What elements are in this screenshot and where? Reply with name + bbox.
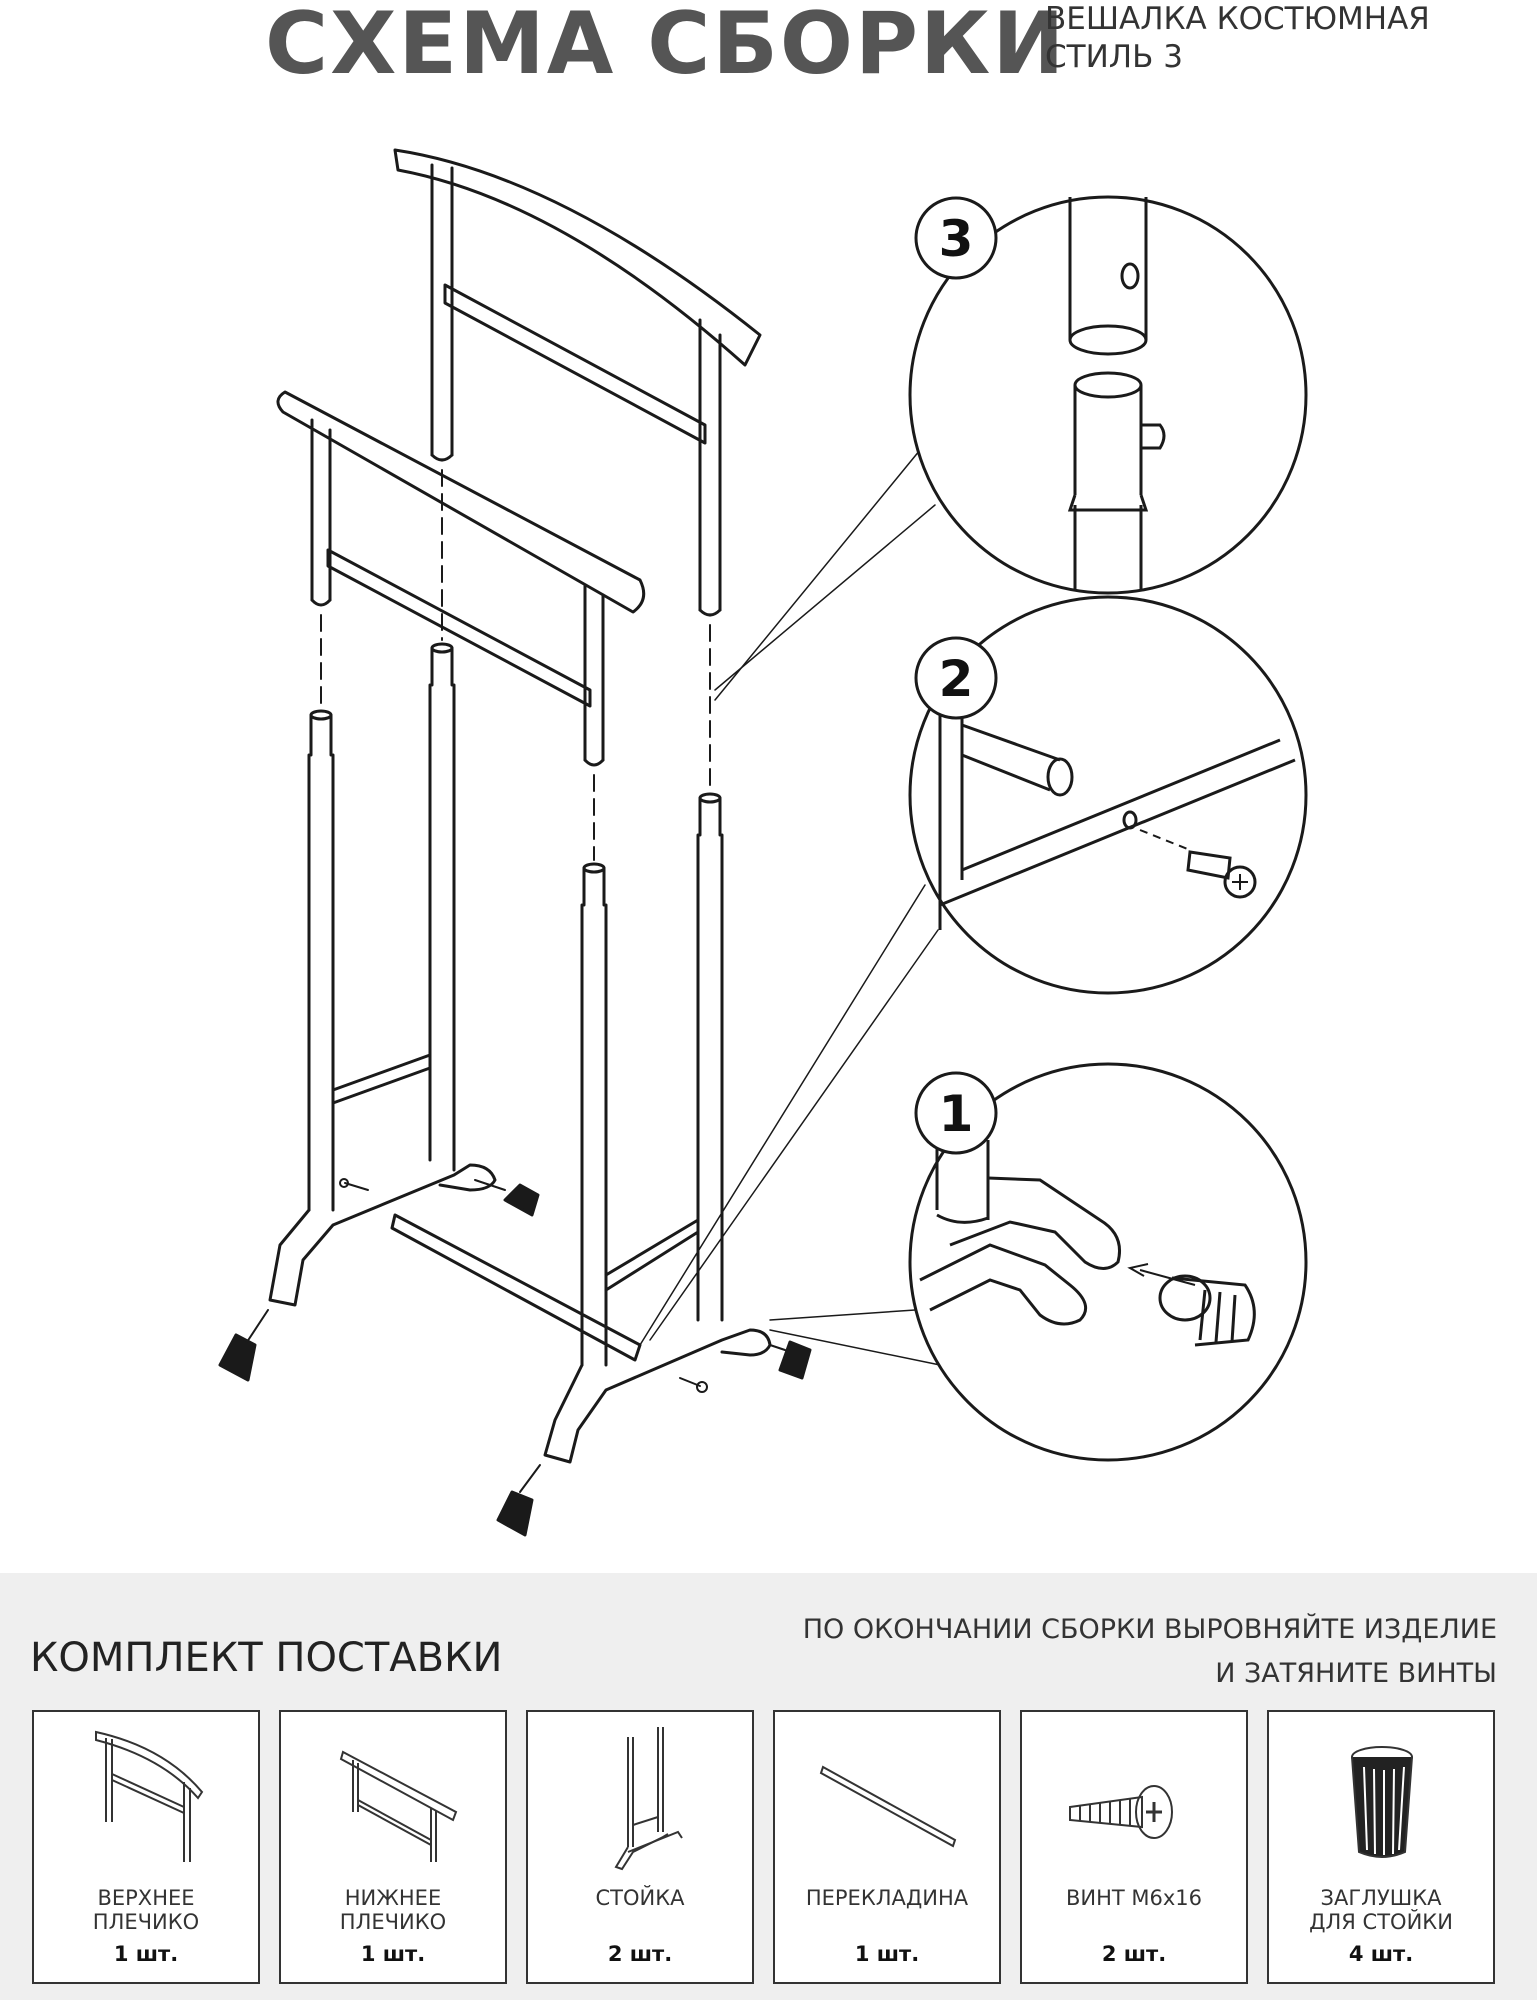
step-number-2: 2 [938, 650, 974, 708]
foot-arrows [245, 1180, 785, 1492]
left-stand [270, 644, 495, 1305]
screw-icon [1022, 1712, 1248, 1882]
kit-item-qty: 4 шт. [1348, 1942, 1414, 1966]
kit-item-upper-hanger [32, 1710, 260, 1984]
kit-item-crossbar [773, 1710, 1001, 1984]
right-stand [545, 794, 770, 1462]
page-title: СХЕМА СБОРКИ [265, 0, 1067, 94]
kit-item-name-1: СТОЙКА [595, 1886, 685, 1910]
step-number-3: 3 [938, 210, 974, 268]
note-line-2: И ЗАТЯНИТЕ ВИНТЫ [1215, 1658, 1497, 1689]
crossbar-icon [775, 1712, 1001, 1882]
kit-item-name-1: ПЕРЕКЛАДИНА [805, 1886, 969, 1910]
kit-item-name-1: ВИНТ М6х16 [1065, 1886, 1203, 1910]
detail-circle-2 [910, 597, 1306, 993]
lower-hanger-icon [281, 1712, 507, 1882]
kit-title: КОМПЛЕКТ ПОСТАВКИ [30, 1635, 503, 1681]
kit-item-lower-hanger [279, 1710, 507, 1984]
kit-item-name-2: ДЛЯ СТОЙКИ [1309, 1910, 1453, 1934]
kit-item-screw [1020, 1710, 1248, 1984]
kit-item-qty: 2 шт. [607, 1942, 673, 1966]
upper-hanger-icon [34, 1712, 260, 1882]
kit-item-qty: 2 шт. [1101, 1942, 1167, 1966]
subtitle-line-1: ВЕШАЛКА КОСТЮМНАЯ [1045, 1, 1430, 37]
foot-cap-icon [1269, 1712, 1495, 1882]
detail-circle-3 [910, 197, 1306, 593]
assembly-note [803, 1608, 1497, 1696]
subtitle-line-2: СТИЛЬ 3 [1045, 39, 1183, 75]
kit-item-qty: 1 шт. [113, 1942, 179, 1966]
crossbar [392, 1215, 640, 1360]
step-number-1: 1 [938, 1085, 974, 1143]
kit-item-name-1: ЗАГЛУШКА [1320, 1886, 1442, 1910]
note-line-1: ПО ОКОНЧАНИИ СБОРКИ ВЫРОВНЯЙТЕ ИЗДЕЛИЕ [802, 1614, 1497, 1645]
kit-item-name-1: ВЕРХНЕЕ [97, 1886, 195, 1910]
kit-item-name-2: ПЛЕЧИКО [92, 1910, 200, 1934]
kit-item-cap [1267, 1710, 1495, 1984]
kit-item-name-1: НИЖНЕЕ [344, 1886, 442, 1910]
kit-item-stand [526, 1710, 754, 1984]
lower-hanger [278, 392, 644, 765]
detail-circle-1 [910, 1064, 1306, 1460]
stand-icon [528, 1712, 754, 1882]
kit-item-qty: 1 шт. [360, 1942, 426, 1966]
kit-item-qty: 1 шт. [854, 1942, 920, 1966]
kit-item-name-2: ПЛЕЧИКО [339, 1910, 447, 1934]
